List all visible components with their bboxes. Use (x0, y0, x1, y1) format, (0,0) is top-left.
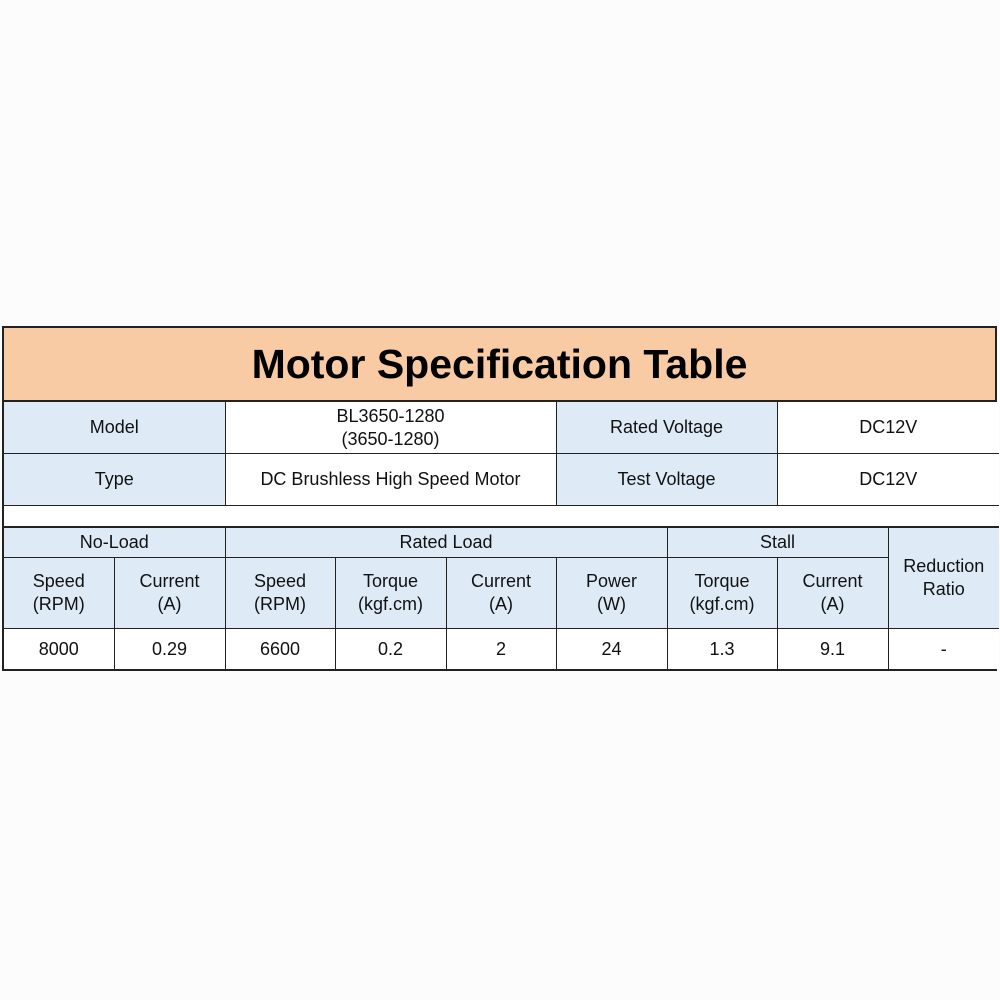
col-header (225, 558, 335, 629)
model-value-line1: BL3650-1280 (336, 405, 445, 426)
model-value (225, 402, 556, 454)
group-rated-load: Rated Load (225, 528, 667, 558)
spec-table (4, 527, 999, 669)
spacer-cell (4, 506, 999, 527)
value-row (4, 629, 999, 670)
reduction-line1: Reduction (903, 556, 985, 576)
col-unit: (A) (489, 594, 514, 614)
value-cell: 8000 (4, 629, 114, 670)
type-value: DC Brushless High Speed Motor (225, 454, 556, 506)
value-cell: - (888, 629, 999, 670)
col-name: Torque (694, 571, 750, 591)
col-header (777, 558, 888, 629)
value-cell: 0.29 (114, 629, 225, 670)
info-row-model (4, 402, 999, 454)
col-unit: (RPM) (32, 594, 85, 614)
type-label: Type (4, 454, 225, 506)
col-name: Current (802, 571, 863, 591)
col-name: Current (471, 571, 532, 591)
test-voltage-label: Test Voltage (556, 454, 777, 506)
col-name: Power (586, 571, 638, 591)
model-label: Model (4, 402, 225, 454)
col-name: Current (139, 571, 200, 591)
rated-voltage-value: DC12V (777, 402, 999, 454)
value-cell: 6600 (225, 629, 335, 670)
reduction-line2: Ratio (922, 579, 965, 599)
col-name: Speed (32, 571, 85, 591)
info-row-type (4, 454, 999, 506)
col-header (446, 558, 556, 629)
col-unit: (W) (597, 594, 627, 614)
group-no-load: No-Load (4, 528, 225, 558)
col-header (114, 558, 225, 629)
reduction-ratio-header (888, 528, 999, 629)
col-unit: (A) (820, 594, 845, 614)
page-title: Motor Specification Table (4, 328, 995, 402)
col-unit: (A) (157, 594, 182, 614)
group-header-row (4, 528, 999, 558)
col-header (667, 558, 777, 629)
col-name: Torque (362, 571, 419, 591)
test-voltage-value: DC12V (777, 454, 999, 506)
col-name: Speed (253, 571, 307, 591)
col-unit: (kgf.cm) (358, 594, 424, 614)
group-stall: Stall (667, 528, 888, 558)
col-unit: (kgf.cm) (689, 594, 755, 614)
spacer-row (4, 506, 999, 527)
value-cell: 1.3 (667, 629, 777, 670)
col-header (556, 558, 667, 629)
col-unit: (RPM) (254, 594, 307, 614)
model-value-line2: (3650-1280) (341, 428, 440, 449)
value-cell: 0.2 (335, 629, 446, 670)
col-header (335, 558, 446, 629)
column-header-row (4, 558, 999, 629)
info-table (4, 402, 999, 527)
col-header (4, 558, 114, 629)
value-cell: 2 (446, 629, 556, 670)
value-cell: 24 (556, 629, 667, 670)
rated-voltage-label: Rated Voltage (556, 402, 777, 454)
value-cell: 9.1 (777, 629, 888, 670)
spec-sheet (2, 326, 997, 671)
